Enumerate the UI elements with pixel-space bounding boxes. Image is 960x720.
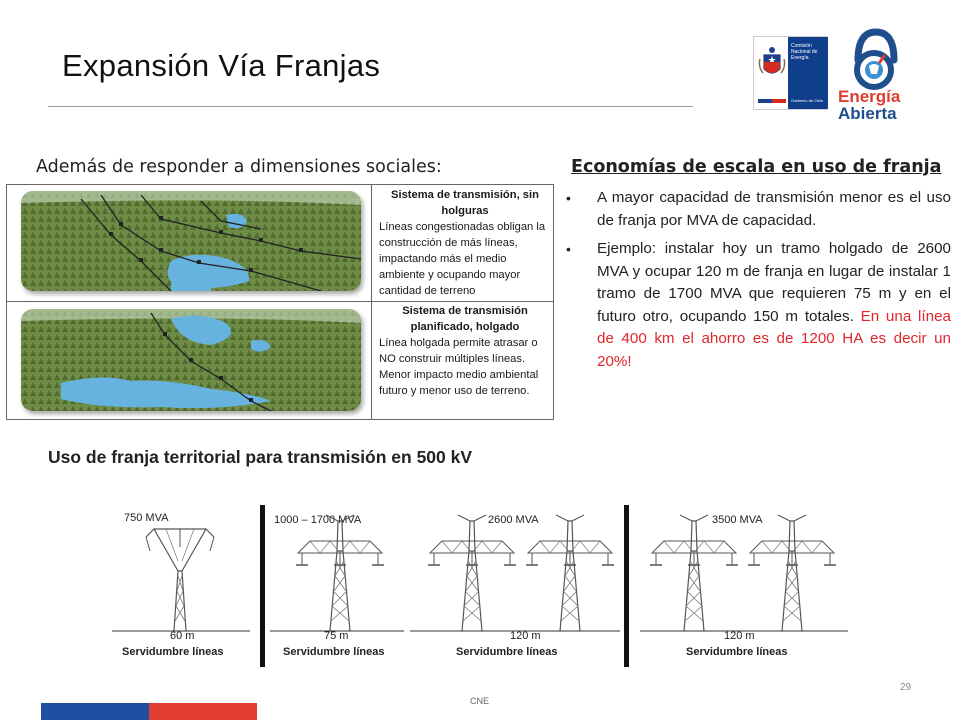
energia-abierta-wordmark	[838, 88, 900, 122]
crest-icon	[758, 45, 786, 85]
panel4-width: 120 m	[724, 630, 755, 642]
right-heading: Economías de escala en uso de franja	[571, 157, 942, 177]
panel3-width: 120 m	[510, 630, 541, 642]
bullet-item-1	[566, 187, 951, 232]
footer-label: CNE	[470, 696, 490, 706]
row2-body: Línea holgada permite atrasar o NO construir múltiples líneas. Menor impacto medio ambiental futuro y menor uso de terreno.	[379, 337, 539, 397]
comparison-table	[6, 184, 554, 420]
panel1-width: 60 m	[170, 630, 195, 642]
row1-heading: Sistema de transmisión, sin holguras	[391, 189, 539, 217]
panel2-width: 75 m	[324, 630, 349, 642]
panel2-capacity: 1000 – 1700 MVA	[274, 514, 362, 526]
panel4-capacity: 3500 MVA	[712, 514, 763, 526]
gov-logo-line1: Comisión	[791, 43, 812, 49]
slide-title: Expansión Vía Franjas	[62, 48, 381, 83]
panel4-label: Servidumbre líneas	[686, 646, 788, 658]
diagram-title: Uso de franja territorial para transmisión en 500 kV	[48, 447, 473, 467]
panel-divider	[260, 505, 265, 667]
bullet-item-2	[566, 238, 951, 373]
footer-color-bar	[41, 703, 257, 720]
transmission-towers-diagram	[100, 495, 860, 675]
panel-divider	[624, 505, 629, 667]
row1-text	[379, 187, 551, 299]
bullet-2-highlight: En una línea de 400 km el ahorro es de 1200 HA es decir un 20%!	[597, 307, 951, 370]
bullet-icon: •	[566, 190, 571, 206]
gobierno-de-chile-logo	[753, 36, 827, 110]
panel1-label: Servidumbre líneas	[122, 646, 224, 658]
panel3-capacity: 2600 MVA	[488, 514, 539, 526]
left-subtitle: Además de responder a dimensiones sociales:	[36, 157, 442, 177]
gov-logo-line3: Energía	[791, 55, 809, 61]
panel2-label: Servidumbre líneas	[283, 646, 385, 658]
gov-logo-bottom: Gobierno de Chile	[791, 98, 824, 103]
panel1-capacity: 750 MVA	[124, 512, 169, 524]
gov-logo-line2: Nacional de	[791, 49, 818, 55]
bullet-icon: •	[566, 241, 571, 257]
energia-abierta-line1: Energía	[838, 87, 901, 106]
bullet-1-text: A mayor capacidad de transmisión menor es el uso de franja por MVA de capacidad.	[597, 189, 951, 229]
row2-text	[379, 303, 551, 399]
panel3-label: Servidumbre líneas	[456, 646, 558, 658]
page-number: 29	[900, 682, 912, 693]
bullet-list	[566, 187, 951, 379]
bullet-2-text: Ejemplo: instalar hoy un tramo holgado de 2600 MVA y ocupar 120 m de franja en lugar de instalar 1 tramo de 1700 MVA que requieren 75 m y en el futuro otro, ocupando 150 m totales.	[597, 240, 951, 325]
row1-body: Líneas congestionadas obligan la construcción de más líneas, impactando más el medio ambiente y ocupando mayor cantidad de terreno	[379, 221, 546, 297]
energia-abierta-line2: Abierta	[838, 104, 897, 123]
row2-heading: Sistema de transmisión planificado, holgado	[402, 305, 528, 333]
title-divider	[48, 106, 693, 107]
landscape-image-planned	[21, 309, 361, 411]
landscape-image-congested	[21, 191, 361, 291]
